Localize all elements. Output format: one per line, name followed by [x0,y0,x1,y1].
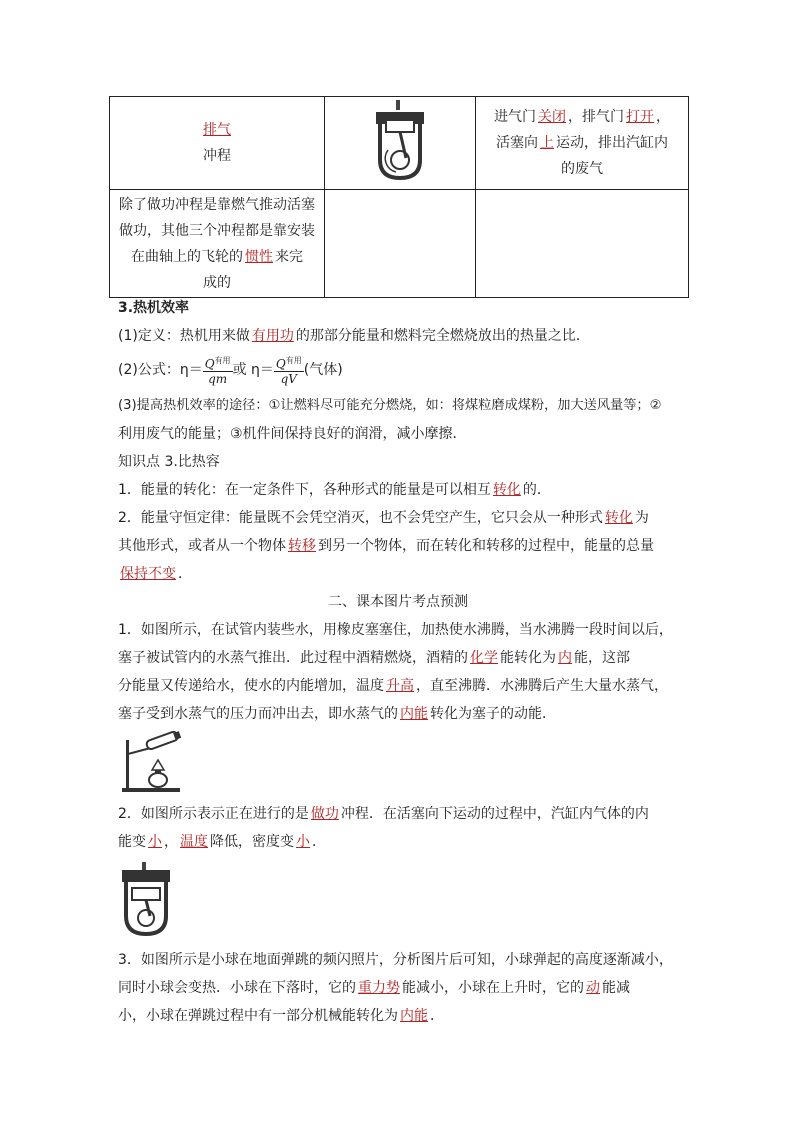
conservation-line-1: 2．能量守恒定律：能量既不会凭空消灭，也不会凭空产生，它只会从一种形式 转化 为 [118,510,649,526]
answer-blank: 转化 [492,482,521,498]
definition-line: (1)定义：热机用来做 有用功 的那部分能量和燃料完全燃烧放出的热量之比． [118,328,590,344]
q3-line-3: 小，小球在弹跳过程中有一部分机械能转化为 内能 ． [118,1008,444,1024]
stroke-name-cell: 排气 冲程 [110,97,325,190]
q3-line-1: 3．如图所示是小球在地面弹跳的频闪照片，分析图片后可知，小球弹起的高度逐渐减小， [118,952,673,968]
q1-line-3: 分能量又传递给水，使水的内能增加，温度 升高 ，直至沸腾．水沸腾后产生大量水蒸气， [118,678,668,694]
answer-blank: 升高 [386,678,414,694]
q2-line-2: 能变 小 ， 温度 降低，密度变 小 ． [118,834,326,850]
flywheel-note-cell: 除了做功冲程是靠燃气推动活塞 做功，其他三个冲程都是靠安装 在曲轴上的飞轮的 惯性 来完 成的 [110,190,325,298]
answer-blank: 关闭 [538,109,566,125]
section-title: 二、课本图片考点预测 [328,594,468,610]
answer-blank: 打开 [626,109,654,125]
empty-cell [325,190,476,298]
answer-blank: 重力势 [358,980,400,996]
q1-line-4: 塞子受到水蒸气的压力而冲出去，即水蒸气的 内能 转化为塞子的动能． [118,706,556,722]
answer-blank: 排气 [203,122,231,138]
q1-line-2: 塞子被试管内的水蒸气推出．此过程中酒精燃烧，酒精的 化学 能转化为 内 能，这部 [118,650,630,666]
answer-blank: 内能 [400,706,428,722]
improve-line-1: (3)提高热机效率的途径：①让燃料尽可能充分燃烧，如：将煤粒磨成煤粉，加大送风量等；② [118,398,662,413]
energy-conversion-line: 1．能量的转化：在一定条件下，各种形式的能量是可以相互 转化 的． [118,482,551,498]
q3-line-2: 同时小球会变热．小球在下落时，它的 重力势 能减小，小球在上升时，它的 动 能减 [118,980,630,996]
q2-line-1: 2．如图所示表示正在进行的是 做功 冲程．在活塞向下运动的过程中，汽缸内气体的内 [118,806,649,822]
answer-blank: 温度 [180,834,208,850]
answer-blank: 化学 [470,650,498,666]
answer-blank: 惯性 [245,248,273,265]
conservation-line-3: 保持不变 ． [120,566,192,582]
exhaust-stroke-engine-figure [368,98,432,184]
answer-blank: 做功 [310,806,339,822]
stroke-description-cell: 进气门 关闭 ，排气门 打开 ， 活塞向 上 运动，排出汽缸内 的废气 [476,97,689,190]
answer-blank: 上 [540,135,554,151]
stroke-table [109,96,689,298]
q1-line-1: 1．如图所示，在试管内装些水，用橡皮塞塞住，加热使水沸腾，当水沸腾一段时间以后， [118,622,673,638]
answer-blank: 有用功 [251,328,294,344]
answer-blank: 转移 [288,538,316,554]
answer-blank: 小 [296,834,310,850]
fraction-qm: $\frac{Q^{有用}}{qm}$ [204,356,231,386]
formula-line: (2)公式：η＝ $\frac{Q^{有用}}{qm}$ 或 η＝ $\frac{Q^{有用}}{qV}$ (气体) [118,356,343,386]
test-tube-heating-figure [118,730,184,794]
fraction-qv: $\frac{Q^{有用}}{qV}$ [275,356,302,386]
power-stroke-engine-figure [118,860,174,940]
section-heading: 3.热机效率 [118,300,190,316]
conservation-line-2: 其他形式，或者从一个物体 转移 到另一个物体，而在转化和转移的过程中，能量的总量 [118,538,654,554]
improve-line-2: 利用废气的能量；③机件间保持良好的润滑，减小摩擦． [118,426,467,442]
empty-cell [476,190,689,298]
answer-blank: 内能 [400,1008,428,1024]
answer-blank: 动 [586,980,600,996]
answer-blank: 小 [148,834,162,850]
knowledge-point-title: 知识点 3.比热容 [118,454,220,470]
engine-figure-cell [325,97,476,190]
answer-blank: 转化 [604,510,633,526]
answer-blank: 保持不变 [120,566,176,582]
answer-blank: 内 [558,650,572,666]
